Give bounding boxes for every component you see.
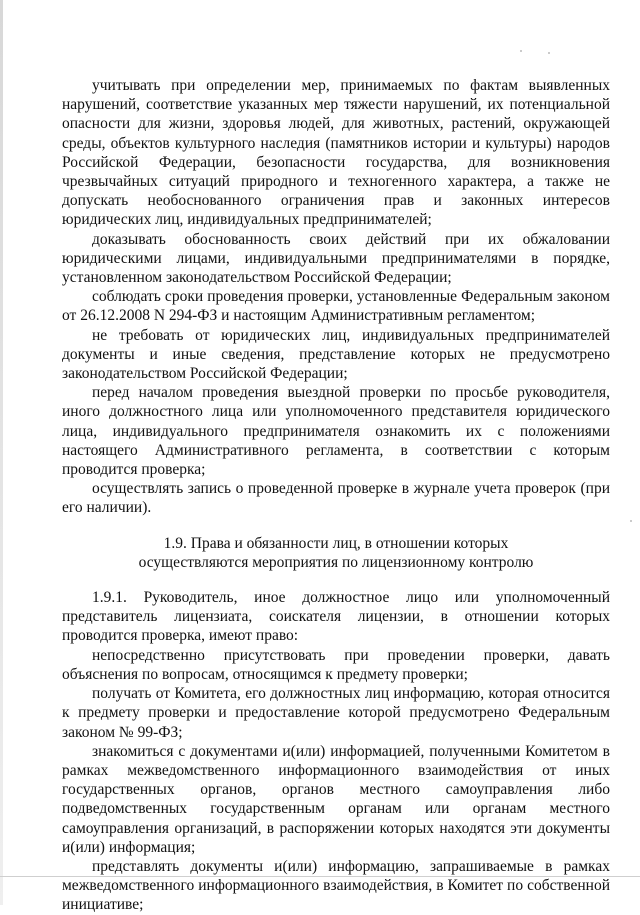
scan-edge xyxy=(0,0,3,905)
paragraph: осуществлять запись о проведенной проверке в журнале учета проверок (при его наличии). xyxy=(62,480,610,517)
paragraph: доказывать обоснованность своих действий при их обжаловании юридическими лицами, индивидуальными предпринимателями в порядке, установленном законодательством Российской Федерации; xyxy=(62,230,610,287)
section-heading xyxy=(62,534,610,572)
document-body xyxy=(62,76,610,915)
paragraph: знакомиться с документами и(или) информацией, полученными Комитетом в рамках межведомственного информационного взаимодействия от иных государственных органов, органов местного самоуправления либо подведомственных государственным органам или органам местного самоуправления организаций, в распоряжении которых находятся эти документы и(или) информация; xyxy=(62,742,610,856)
paragraph: не требовать от юридических лиц, индивидуальных предпринимателей документы и иные сведения, представление которых не предусмотрено законодательством Российской Федерации; xyxy=(62,326,610,383)
paragraph: соблюдать сроки проведения проверки, установленные Федеральным законом от 26.12.2008 N 294-ФЗ и настоящим Административным регламентом; xyxy=(62,288,610,325)
scan-speck xyxy=(548,52,550,54)
scan-speck xyxy=(520,50,522,52)
scan-speck xyxy=(630,520,632,522)
section-heading-line1: 1.9. Права и обязанности лиц, в отношении которых xyxy=(163,534,509,552)
paragraph: представлять документы и(или) информацию, запрашиваемые в рамках межведомственного информационного взаимодействия, в Комитет по собственной инициативе; xyxy=(62,857,610,914)
paragraph: перед началом проведения выездной проверки по просьбе руководителя, иного должностного лица или уполномоченного представителя юридического лица, индивидуального предпринимателя ознакомить их с положениями настоящего Административного регламента, в соответствии с которым проводится проверка; xyxy=(62,384,610,479)
paragraph: учитывать при определении мер, принимаемых по фактам выявленных нарушений, соответствие указанных мер тяжести нарушений, их потенциальной опасности для жизни, здоровья людей, для животных, растений, окружающей среды, объектов культурного наследия (памятников истории и культуры) народов Российской Федерации, безопасности государства, для возникновения чрезвычайных ситуаций природного и техногенного характера, а также не допускать необоснованного ограничения прав и законных интересов юридических лиц, индивидуальных предпринимателей; xyxy=(62,77,610,229)
paragraph: 1.9.1. Руководитель, иное должностное лицо или уполномоченный представитель лицензиата, соискателя лицензии, в отношении которых проводится проверка, имеют право: xyxy=(62,589,610,645)
section-heading-line2: осуществляются мероприятия по лицензионному контролю xyxy=(138,553,534,571)
paragraph: получать от Комитета, его должностных лиц информацию, которая относится к предмету проверки и предоставление которой предусмотрено Федеральным законом № 99-ФЗ; xyxy=(62,685,610,741)
paragraph: непосредственно присутствовать при проведении проверки, давать объяснения по вопросам, относящимся к предмету проверки; xyxy=(62,646,610,683)
scan-bottom-edge xyxy=(0,876,640,877)
